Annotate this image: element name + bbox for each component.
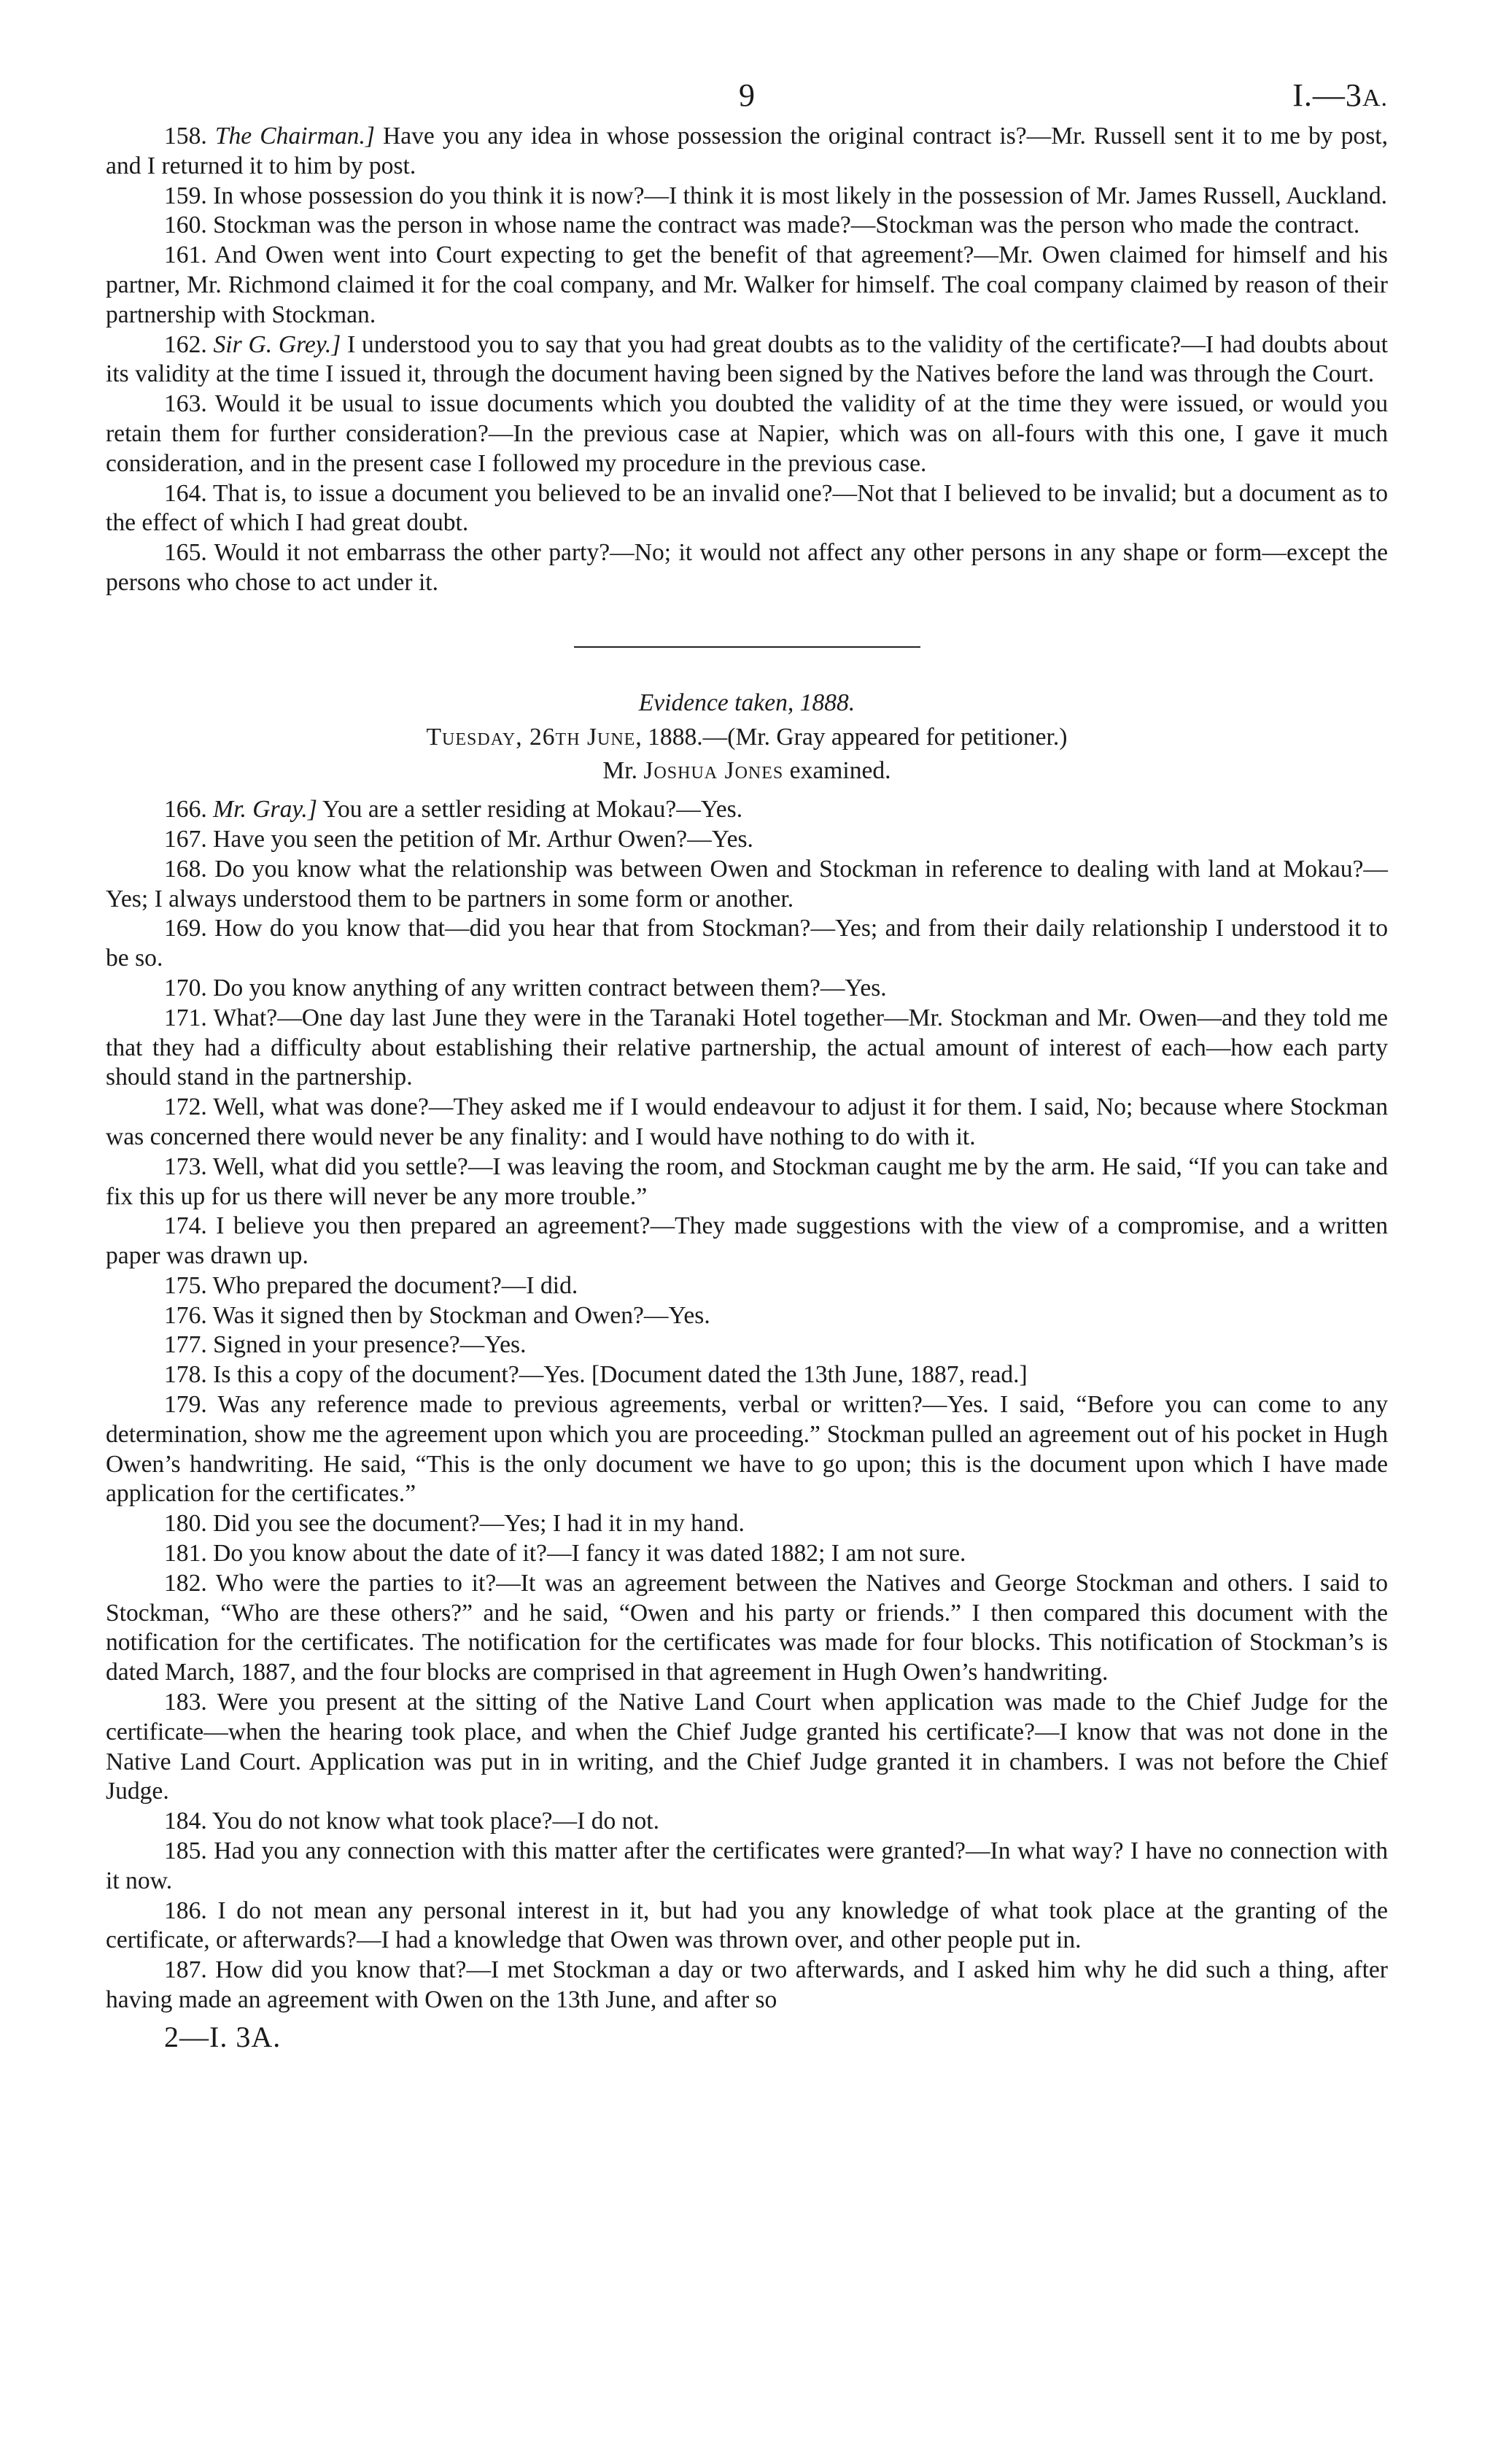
testimony-paragraph xyxy=(106,1360,1388,1390)
session-date-line xyxy=(106,723,1388,753)
question-number: 184. xyxy=(164,1808,207,1835)
question-number: 171. xyxy=(164,1004,207,1031)
testimony-paragraph xyxy=(106,974,1388,1004)
testimony-paragraph xyxy=(106,1271,1388,1301)
signature-reference: 2—I. 3A. xyxy=(164,2020,282,2053)
testimony-text: Had you any connection with this matter after the certificates were granted?—In what way? I have no connection with it now. xyxy=(106,1837,1388,1894)
testimony-paragraph xyxy=(106,825,1388,855)
testimony-text: Do you know what the relationship was between Owen and Stockman in reference to dealing with land at Mokau?—Yes; I always understood them to be partners in some form or another. xyxy=(106,855,1388,913)
testimony-text: Well, what did you settle?—I was leaving the room, and Stockman caught me by the arm. He said, “If you can take and fix this up for us there will never be any more trouble.” xyxy=(106,1152,1388,1210)
testimony-text: Well, what was done?—They asked me if I would endeavour to adjust it for them. I said, No; because where Stockman was concerned there would never be any finality: and I would have nothing to do with it. xyxy=(106,1093,1388,1150)
document-reference-suffix: A. xyxy=(1362,85,1388,112)
testimony-text: Have you seen the petition of Mr. Arthur Owen?—Yes. xyxy=(213,825,753,853)
question-number: 174. xyxy=(164,1212,207,1240)
testimony-text: Do you know anything of any written contract between them?—Yes. xyxy=(213,974,887,1002)
testimony-paragraph xyxy=(106,795,1388,825)
question-number: 183. xyxy=(164,1689,207,1716)
testimony-text: Who prepared the document?—I did. xyxy=(212,1271,578,1299)
speaker-name: The Chairman.] xyxy=(214,123,375,150)
testimony-text: You do not know what took place?—I do not. xyxy=(212,1808,659,1835)
section-divider xyxy=(574,646,920,648)
testimony-paragraph xyxy=(106,1390,1388,1509)
question-number: 185. xyxy=(164,1837,207,1865)
question-number: 158. xyxy=(164,123,207,150)
witness-line xyxy=(106,756,1388,786)
testimony-text: Were you present at the sitting of the Native Land Court when application was made to the Chief Judge for the certificate—when the hearing took place, and when the Chief Judge granted his certificate?—I know that was not done in the Native Land Court. Application was put in in writing, and the Chief Judge granted it in chambers. I was not before the Chief Judge. xyxy=(106,1689,1388,1805)
testimony-paragraph xyxy=(106,390,1388,479)
question-number: 172. xyxy=(164,1093,207,1121)
testimony-paragraph xyxy=(106,1807,1388,1837)
question-number: 175. xyxy=(164,1271,207,1299)
testimony-text: I understood you to say that you had great doubts as to the validity of the certificate?—I had doubts about its validity at the time I issued it, through the document having been signed by the Natives before the land was through the Court. xyxy=(106,330,1388,388)
testimony-text: Do you know about the date of it?—I fancy it was dated 1882; I am not sure. xyxy=(213,1540,966,1568)
question-number: 161. xyxy=(164,241,207,269)
page-number: 9 xyxy=(739,77,755,113)
testimony-paragraph xyxy=(106,1301,1388,1331)
testimony-text: That is, to issue a document you believed to be an invalid one?—Not that I believed to be invalid; but a document as to the effect of which I had great doubt. xyxy=(106,479,1388,537)
document-reference-main: I.—3 xyxy=(1292,77,1362,113)
document-page xyxy=(106,69,1388,2055)
testimony-part-2 xyxy=(106,795,1388,2015)
testimony-text: Would it not embarrass the other party?—No; it would not affect any other persons in any shape or form—except the persons who chose to act under it. xyxy=(106,539,1388,596)
question-number: 170. xyxy=(164,974,207,1002)
testimony-paragraph xyxy=(106,1509,1388,1539)
question-number: 178. xyxy=(164,1361,207,1389)
testimony-paragraph xyxy=(106,1004,1388,1093)
question-number: 160. xyxy=(164,212,207,239)
testimony-paragraph xyxy=(106,211,1388,241)
testimony-text: Have you any idea in whose possession the original contract is?—Mr. Russell sent it to me by post, and I returned it to him by post. xyxy=(106,123,1388,179)
testimony-text: How do you know that—did you hear that from Stockman?—Yes; and from their daily relationship I understood it to be so. xyxy=(106,915,1388,972)
testimony-text: I believe you then prepared an agreement?—They made suggestions with the view of a compromise, and a written paper was drawn up. xyxy=(106,1212,1388,1270)
question-number: 176. xyxy=(164,1301,207,1329)
testimony-text: Signed in your presence?—Yes. xyxy=(213,1331,527,1359)
testimony-paragraph xyxy=(106,1212,1388,1271)
speaker-name: Sir G. Grey.] xyxy=(213,330,341,358)
witness-prefix: Mr. xyxy=(602,757,644,785)
document-reference xyxy=(1292,77,1388,114)
testimony-paragraph xyxy=(106,182,1388,212)
testimony-paragraph xyxy=(106,1688,1388,1807)
testimony-text: How did you know that?—I met Stockman a day or two afterwards, and I asked him why he did such a thing, after having made an agreement with Owen on the 13th June, and after so xyxy=(106,1956,1388,2014)
testimony-text: And Owen went into Court expecting to get the benefit of that agreement?—Mr. Owen claimed for himself and his partner, Mr. Richmond claimed it for the coal company, and Mr. Walker for himself. The coal company claimed by reason of their partnership with Stockman. xyxy=(106,241,1388,328)
testimony-paragraph xyxy=(106,1569,1388,1688)
question-number: 186. xyxy=(164,1897,207,1924)
testimony-text: Stockman was the person in whose name the contract was made?—Stockman was the person who made the contract. xyxy=(213,212,1360,239)
testimony-paragraph xyxy=(106,538,1388,598)
evidence-section-title: Evidence taken, 1888. xyxy=(638,689,855,716)
document-body xyxy=(106,122,1388,2055)
question-number: 169. xyxy=(164,915,207,942)
testimony-text: Was any reference made to previous agreements, verbal or written?—Yes. I said, “Before you can come to any determination, show me the agreement upon which you are proceeding.” Stockman pulled an agreement out of his pocket in Hugh Owen’s handwriting. He said, “This is the only document we have to go upon; this is the document upon which I have made application for the certificates.” xyxy=(106,1391,1388,1508)
testimony-paragraph xyxy=(106,1152,1388,1212)
testimony-paragraph xyxy=(106,479,1388,539)
question-number: 181. xyxy=(164,1540,207,1568)
testimony-paragraph xyxy=(106,330,1388,390)
question-number: 166. xyxy=(164,796,207,824)
testimony-text: What?—One day last June they were in the Taranaki Hotel together—Mr. Stockman and Mr. Owen—and they told me that they had a difficulty about establishing their relative partnership, the actual amount of interest of each—how each party should stand in the partnership. xyxy=(106,1004,1388,1091)
testimony-text: Who were the parties to it?—It was an agreement between the Natives and George Stockman and others. I said to Stockman, “Who are these others?” and he said, “Owen and his party or friends.” I then compared this document with the notification for the certificates. The notification for the certificates was made for four blocks. This notification of Stockman’s is dated March, 1887, and the four blocks are comprised in that agreement in Hugh Owen’s handwriting. xyxy=(106,1569,1388,1686)
testimony-paragraph xyxy=(106,1956,1388,2015)
testimony-paragraph xyxy=(106,122,1388,182)
question-number: 163. xyxy=(164,390,207,418)
question-number: 180. xyxy=(164,1510,207,1538)
witness-name: Joshua Jones xyxy=(643,757,784,785)
question-number: 179. xyxy=(164,1391,207,1419)
question-number: 165. xyxy=(164,539,207,567)
question-number: 187. xyxy=(164,1956,207,1984)
question-number: 164. xyxy=(164,479,207,507)
testimony-paragraph xyxy=(106,914,1388,974)
testimony-part-1 xyxy=(106,122,1388,598)
testimony-paragraph xyxy=(106,1897,1388,1956)
testimony-text: I do not mean any personal interest in it, but had you any knowledge of what took place at the granting of the certificate, or afterwards?—I had a knowledge that Owen was thrown over, and other people put in. xyxy=(106,1897,1389,1954)
witness-suffix: examined. xyxy=(783,757,891,785)
testimony-paragraph xyxy=(106,1837,1388,1897)
testimony-text: Did you see the document?—Yes; I had it in my hand. xyxy=(213,1510,745,1538)
testimony-paragraph xyxy=(106,241,1388,330)
testimony-text: Is this a copy of the document?—Yes. [Document dated the 13th June, 1887, read.] xyxy=(213,1361,1028,1389)
question-number: 167. xyxy=(164,825,207,853)
testimony-text: Would it be usual to issue documents which you doubted the validity of at the time they were issued, or would you retain them for further consideration?—In the previous case at Napier, which was on all-fours with this one, I gave it much consideration, and in the present case I followed my procedure in the previous case. xyxy=(106,390,1388,477)
question-number: 159. xyxy=(164,182,207,209)
testimony-text: Was it signed then by Stockman and Owen?—Yes. xyxy=(212,1301,710,1329)
question-number: 182. xyxy=(164,1569,207,1597)
speaker-name: Mr. Gray.] xyxy=(213,796,317,824)
page-header xyxy=(106,69,1388,122)
question-number: 173. xyxy=(164,1152,207,1180)
testimony-text: In whose possession do you think it is now?—I think it is most likely in the possession of Mr. James Russell, Auckland. xyxy=(213,182,1388,209)
question-number: 168. xyxy=(164,855,207,883)
question-number: 177. xyxy=(164,1331,207,1359)
question-number: 162. xyxy=(164,330,207,358)
testimony-paragraph xyxy=(106,1330,1388,1360)
testimony-paragraph xyxy=(106,1093,1388,1152)
session-day: Tuesday, 26th June xyxy=(426,723,636,751)
testimony-paragraph xyxy=(106,1539,1388,1569)
testimony-paragraph xyxy=(106,855,1388,915)
session-details: , 1888.—(Mr. Gray appeared for petitioner.) xyxy=(635,723,1068,751)
testimony-text: You are a settler residing at Mokau?—Yes. xyxy=(317,796,743,824)
